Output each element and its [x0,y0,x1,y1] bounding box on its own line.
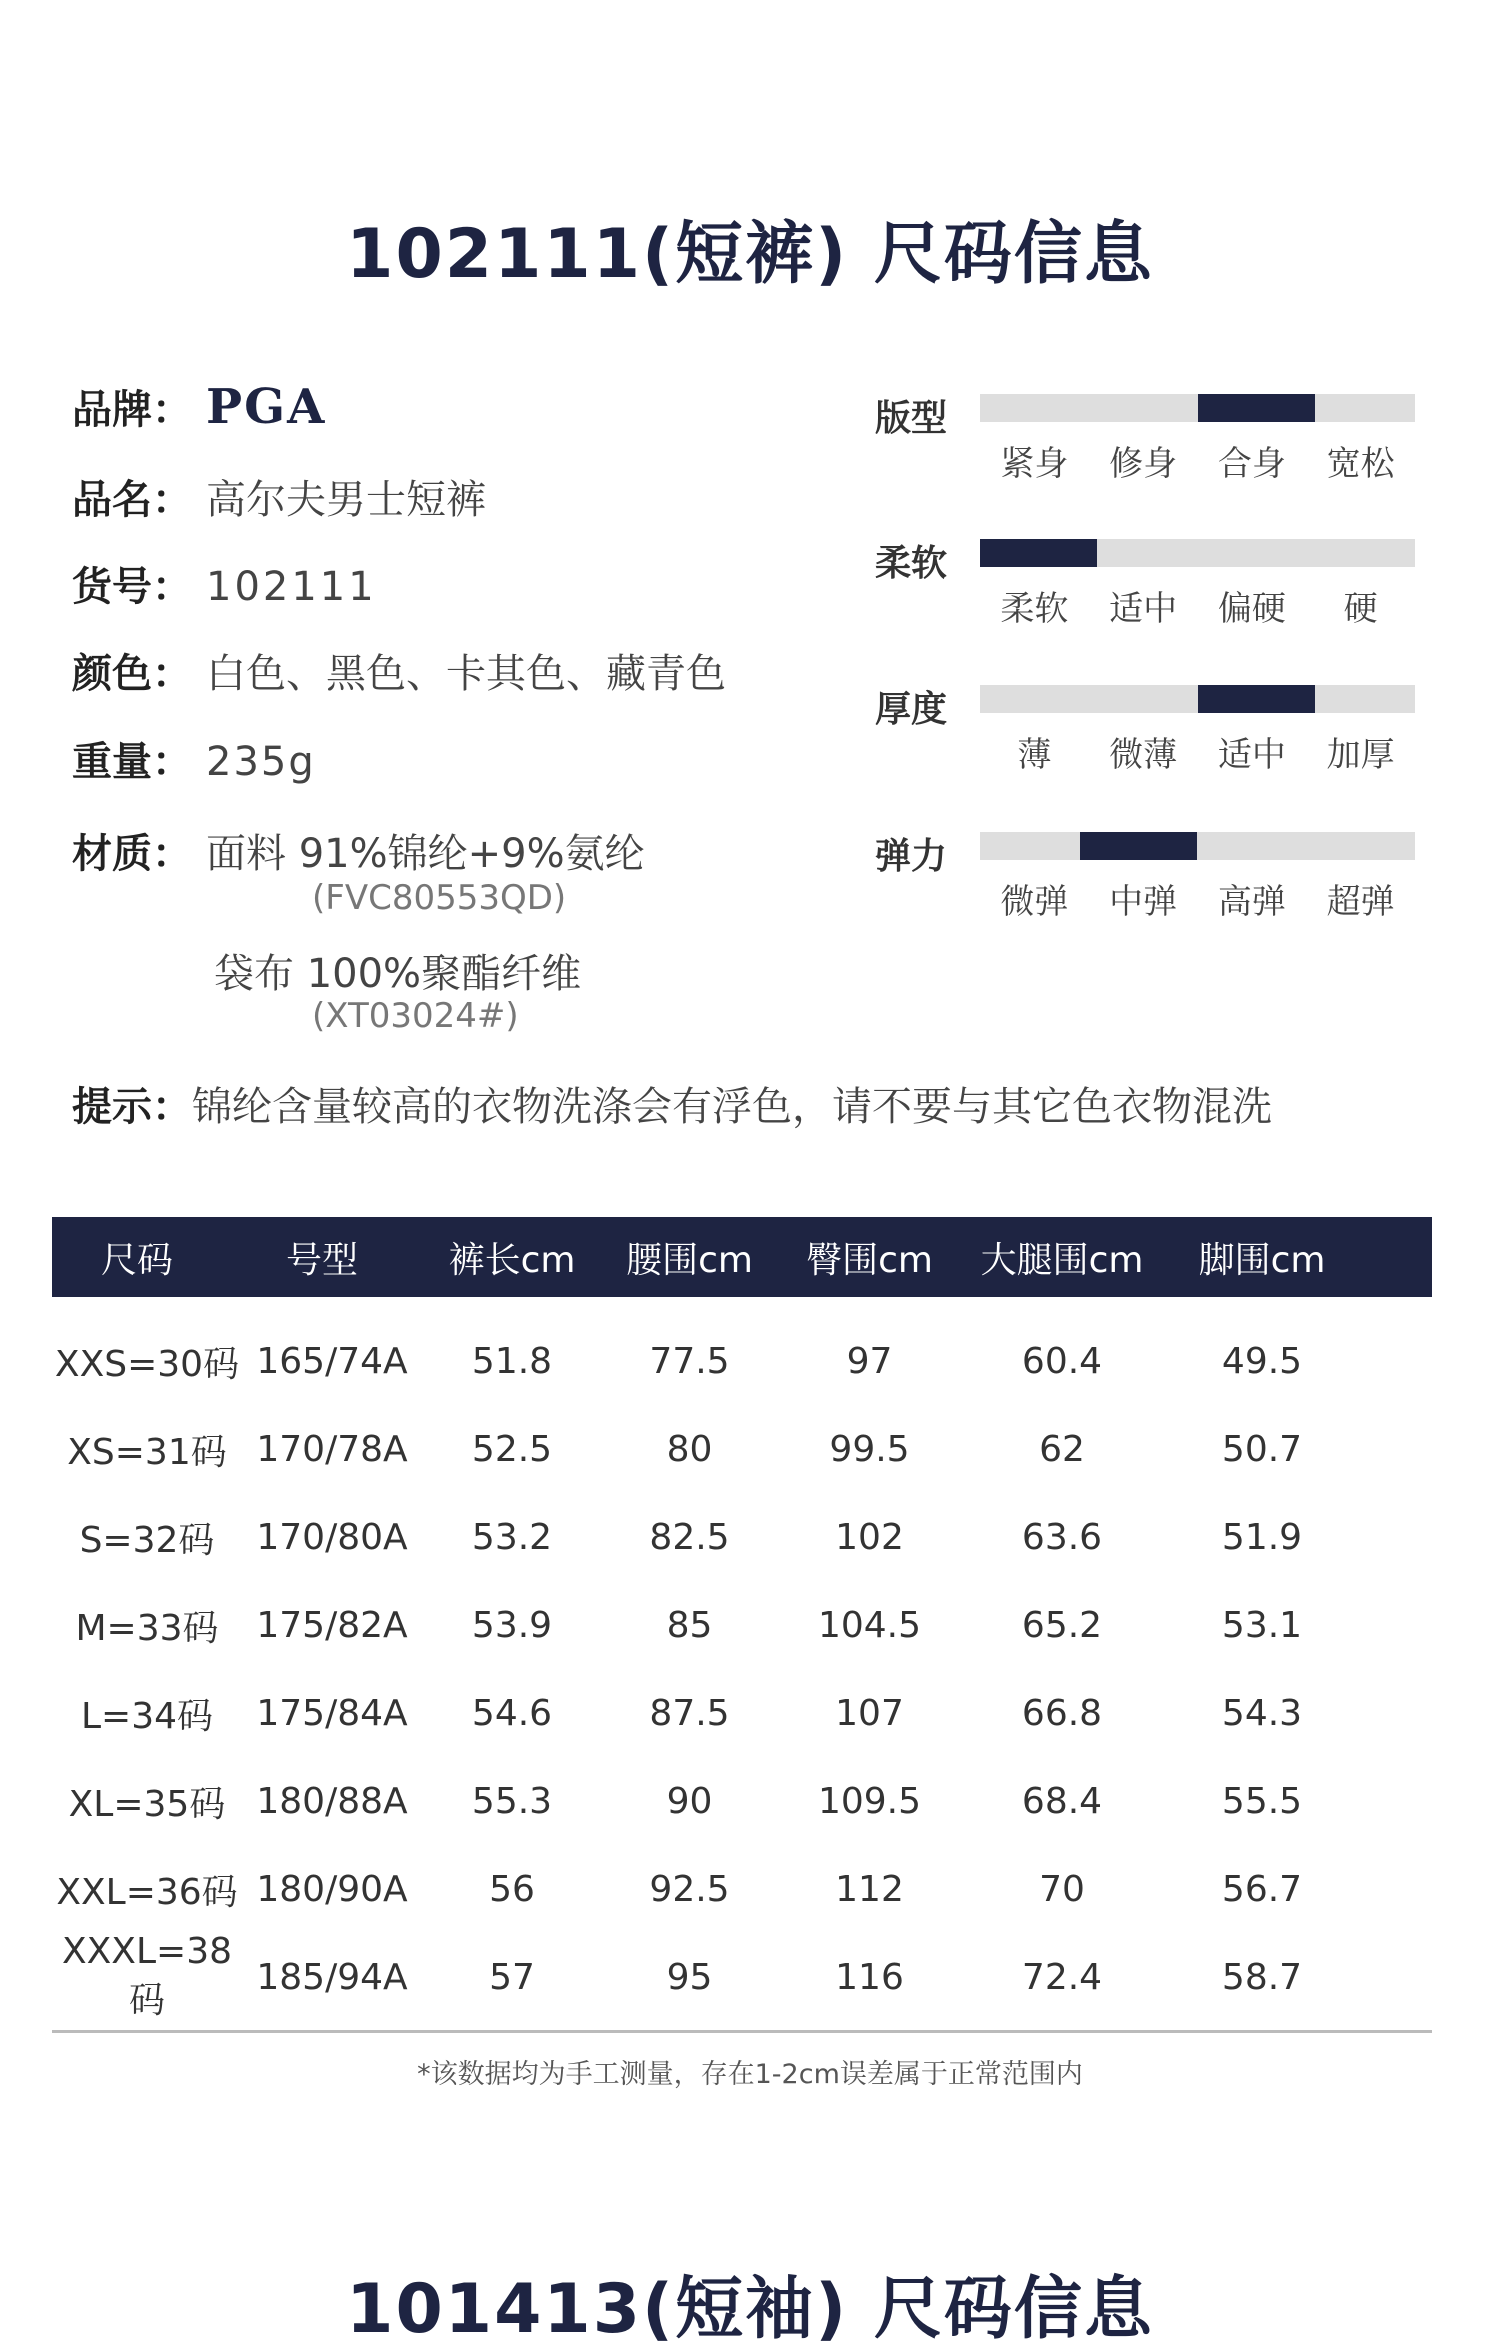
measurement-note: *该数据均为手工测量，存在1-2cm误差属于正常范围内 [417,2059,1083,2090]
weight-row [72,730,316,787]
table-cell: 56.7 [1221,1868,1303,1910]
table-cell: 65.2 [1021,1604,1103,1646]
scale-option: 微薄 [1109,735,1178,775]
table-row [52,1757,1432,1845]
table-cell: 90 [666,1780,713,1822]
table-cell: S=32码 [79,1519,215,1561]
table-cell: 92.5 [649,1868,730,1910]
scale-option: 适中 [1217,735,1286,775]
scale-elasticity-bar [980,832,1415,860]
material-pocket-code: (XT03024#) [312,996,519,1036]
scale-option: 紧身 [1000,444,1069,484]
table-cell: 51.9 [1221,1516,1303,1558]
table-row [52,1933,1432,2021]
scale-fit-options [980,436,1415,485]
scale-softness-label: 柔软 [875,543,948,584]
table-row [52,1405,1432,1493]
table-cell: 49.5 [1221,1340,1303,1382]
table-cell: XXL=36码 [56,1871,238,1913]
table-row [52,1493,1432,1581]
scale-softness-fill [980,539,1097,567]
brand-row [72,378,326,435]
scale-option: 宽松 [1326,444,1395,484]
weight-label: 重量： [72,739,192,785]
table-divider [52,2030,1432,2033]
table-cell: 62 [1039,1428,1085,1470]
tip-label: 提示： [72,1084,192,1130]
size-table-header [52,1217,1432,1297]
color-row [72,642,726,699]
material-fabric-code: (FVC80553QD) [312,878,567,918]
scale-elasticity-options [980,874,1415,923]
scale-thickness-bar [980,685,1415,713]
scale-option: 薄 [1017,735,1052,775]
table-cell: 165/74A [256,1340,408,1382]
table-cell: 63.6 [1021,1516,1103,1558]
table-cell: 112 [835,1868,904,1910]
brand-label: 品牌： [72,387,192,433]
table-cell: 180/88A [256,1780,408,1822]
table-cell: 54.6 [471,1692,553,1734]
table-cell: 99.5 [829,1428,910,1470]
scale-fit-bar [980,394,1415,422]
table-cell: 68.4 [1021,1780,1103,1822]
table-cell: 50.7 [1221,1428,1303,1470]
header-length: 裤长cm [448,1239,576,1281]
pga-logo: PGA [206,379,327,435]
sku-row [72,555,377,612]
table-cell: XXS=30码 [54,1343,240,1385]
table-cell: 97 [846,1340,893,1382]
scale-option: 超弹 [1326,882,1395,922]
table-cell: 51.8 [471,1340,553,1382]
table-row [52,1581,1432,1669]
scale-fit-label: 版型 [875,398,948,439]
table-cell: 80 [666,1428,713,1470]
table-row [52,1845,1432,1933]
next-section-title: 101413(短袖) 尺码信息 [346,2270,1154,2349]
scale-option: 柔软 [1000,589,1069,629]
table-cell: 56 [489,1868,535,1910]
scale-option: 合身 [1217,444,1286,484]
table-cell: 87.5 [649,1692,730,1734]
size-table-body [52,1317,1432,2021]
product-name-value: 高尔夫男士短裤 [206,477,486,523]
table-cell: 185/94A [256,1956,408,1998]
scale-elasticity-fill [1080,832,1197,860]
product-name-row [72,468,486,525]
scale-elasticity-label: 弹力 [875,836,948,877]
header-fit-code: 号型 [285,1239,358,1281]
table-cell: 170/78A [256,1428,408,1470]
table-cell: L=34码 [80,1695,214,1737]
product-name-label: 品名： [72,477,192,523]
scale-option: 微弹 [1000,882,1069,922]
table-cell: 170/80A [256,1516,408,1558]
header-hip: 臀围cm [806,1239,933,1281]
table-cell: 85 [666,1604,713,1646]
table-cell: 57 [489,1956,535,1998]
table-cell: 116 [835,1956,904,1998]
scale-option: 高弹 [1217,882,1286,922]
scale-softness-bar [980,539,1415,567]
table-cell: XL=35码 [68,1783,226,1825]
sku-value: 102111 [206,564,377,610]
scale-softness-options [980,581,1415,630]
table-cell: 66.8 [1021,1692,1103,1734]
color-label: 颜色： [72,651,192,697]
tip-text: 锦纶含量较高的衣物洗涤会有浮色，请不要与其它色衣物混洗 [192,1084,1272,1130]
table-cell: 53.1 [1221,1604,1303,1646]
scale-option: 适中 [1109,589,1178,629]
scale-option: 修身 [1109,444,1178,484]
table-cell: 107 [835,1692,904,1734]
table-cell: 60.4 [1021,1340,1103,1382]
color-value: 白色、黑色、卡其色、藏青色 [206,651,726,697]
weight-value: 235g [206,739,316,785]
table-cell: 55.3 [471,1780,553,1822]
care-tip [72,1075,1272,1132]
header-size: 尺码 [100,1239,173,1281]
table-cell: 58.7 [1221,1956,1303,1998]
table-cell: 175/84A [256,1692,408,1734]
table-cell: 95 [666,1956,713,1998]
table-cell: 180/90A [256,1868,408,1910]
table-cell: 82.5 [649,1516,730,1558]
scale-fit-fill [1198,394,1315,422]
scale-thickness-options [980,727,1415,776]
table-cell: 53.9 [471,1604,553,1646]
header-waist: 腰围cm [626,1239,753,1281]
table-cell: XS=31码 [67,1431,227,1473]
header-leg-opening: 脚围cm [1198,1239,1326,1281]
table-cell: 102 [835,1516,904,1558]
scale-option: 加厚 [1326,735,1395,775]
table-cell: 175/82A [256,1604,408,1646]
scale-option: 硬 [1343,589,1378,629]
table-cell: 70 [1039,1868,1085,1910]
page-title: 102111(短裤) 尺码信息 [346,215,1154,294]
header-thigh: 大腿围cm [980,1239,1144,1281]
table-row [52,1317,1432,1405]
table-cell: 72.4 [1021,1956,1103,1998]
table-cell: 53.2 [471,1516,553,1558]
table-cell: XXXL=38码 [61,1931,232,2021]
scale-thickness-label: 厚度 [875,689,948,730]
table-cell: 109.5 [817,1780,922,1822]
table-cell: M=33码 [75,1607,219,1649]
sku-label: 货号： [72,564,192,610]
table-cell: 104.5 [817,1604,922,1646]
material-label: 材质： [72,831,192,877]
table-cell: 54.3 [1221,1692,1303,1734]
scale-thickness-fill [1198,685,1315,713]
material-row [72,822,645,879]
material-pocket: 袋布 100%聚酯纤维 [214,951,582,997]
scale-option: 偏硬 [1217,589,1286,629]
material-fabric: 面料 91%锦纶+9%氨纶 [206,831,645,877]
table-cell: 77.5 [649,1340,730,1382]
scale-option: 中弹 [1109,882,1178,922]
table-cell: 52.5 [471,1428,553,1470]
table-cell: 55.5 [1221,1780,1303,1822]
table-row [52,1669,1432,1757]
